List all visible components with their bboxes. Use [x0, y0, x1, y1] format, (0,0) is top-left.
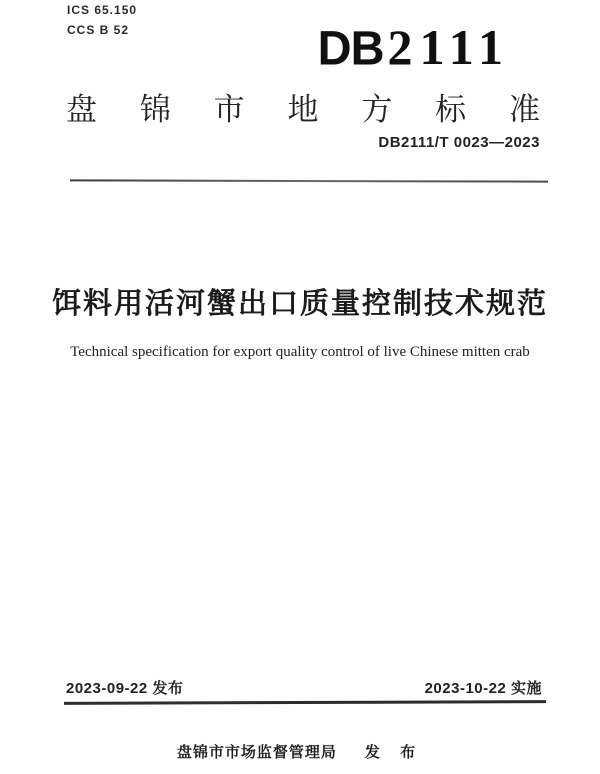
standard-type-char: 地 [287, 92, 319, 127]
dates-row [66, 677, 542, 698]
standard-number: DB2111/T 0023—2023 [378, 134, 540, 151]
db2111-logo-number: 2111 [387, 19, 510, 75]
standard-type-char: 准 [508, 92, 540, 127]
standard-type-char: 锦 [139, 92, 171, 127]
standard-type-char: 方 [361, 92, 393, 127]
issue-date: 2023-09-22 发布 [66, 680, 184, 697]
db2111-logo [318, 18, 510, 76]
standard-type-char: 市 [213, 92, 245, 127]
ics-code: ICS 65.150 [67, 3, 138, 17]
publisher-row [0, 741, 600, 762]
footer-divider-line [64, 700, 546, 704]
standard-type-heading [66, 84, 540, 129]
ccs-code: CCS B 52 [67, 23, 130, 37]
db2111-logo-db: DB [317, 20, 384, 75]
document-title-english: Technical specification for export quality control of live Chinese mitten crab [70, 344, 530, 360]
publisher-name: 盘锦市市场监督管理局 [176, 744, 337, 761]
implement-date: 2023-10-22 实施 [424, 680, 542, 697]
standard-type-char: 盘 [66, 92, 97, 127]
publish-label: 发 布 [364, 744, 424, 761]
classification-codes [67, 0, 137, 40]
document-title: 饵料用活河蟹出口质量控制技术规范 [51, 288, 548, 320]
header-divider-line [70, 179, 548, 182]
standard-type-char: 标 [435, 92, 467, 127]
